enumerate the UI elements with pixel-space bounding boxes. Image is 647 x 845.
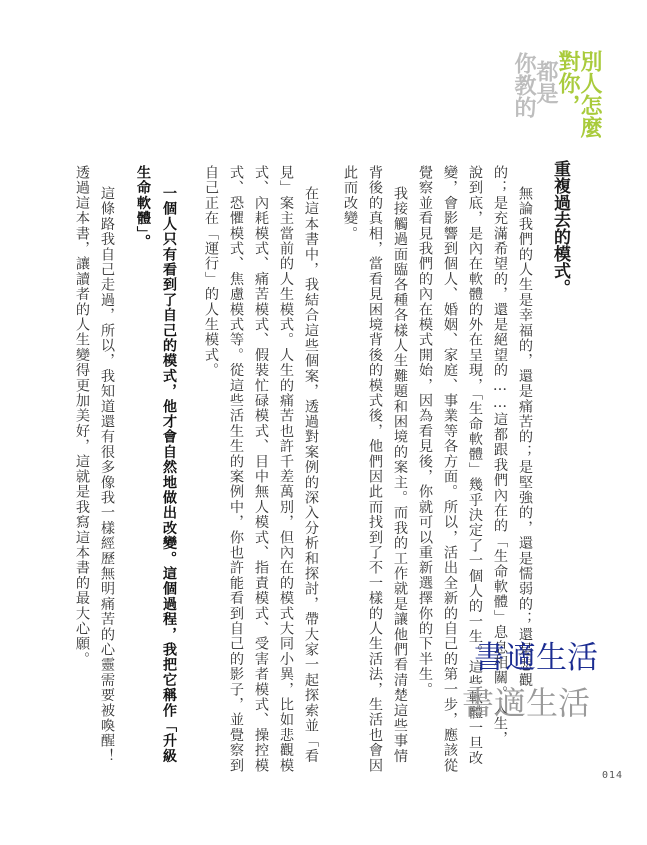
body-line: 式、恐懼模式、焦慮模式等。從這些活生生的案例中，你也許能看到自己的影子，並覺察到: [228, 165, 244, 773]
body-line: 這條路我自己走過，所以，我知道還有很多像我一樣經歷無明痛苦的心靈需要被喚醒！: [99, 186, 115, 764]
section-title: 重複過去的模式。: [550, 160, 570, 296]
body-line: 變，會影響到個人、婚姻、家庭、事業等各方面。所以，活出全新的自己的第一步，應該從: [442, 165, 458, 773]
body-line: 我接觸過面臨各種各樣人生難題和困境的案主。而我的工作就是讓他們看清楚這些事情: [392, 186, 408, 764]
body-line: 覺察並看見我們的內在模式開始，因為看見後，你就可以重新選擇你的下半生。: [417, 165, 433, 697]
header-line-4: 你教的: [511, 52, 536, 118]
watermark-blue: 書適生活: [474, 640, 598, 676]
body-line: 透過這本書，讓讀者的人生變得更加美好，這就是我寫這本書的最大心願。: [74, 165, 90, 667]
header-line-1: 別人怎麼: [577, 50, 602, 138]
body-line: 此而改變。: [342, 165, 358, 241]
body-line: 背後的真相，當看見困境背後的模式後，他們因此而找到了不一樣的人生活法，生活也會因: [367, 165, 383, 773]
header-line-3: 都是: [533, 60, 558, 104]
body-line: 說到底，是內在軟體的外在呈現，「生命軟體」幾乎決定了一個人的一生。這些軟體一旦改: [467, 165, 483, 766]
body-line: 的；是充滿希望的，還是絕望的……這都跟我們內在的「生命軟體」息息相關。人生，: [492, 165, 508, 747]
page-number: 014: [602, 770, 624, 781]
header-line-2: 對你，: [555, 50, 580, 116]
watermark-grey: 書適生活: [462, 684, 591, 722]
emphasis-line: 一個人只有看到了自己的模式，他才會自然地做出改變。這個過程，我把它稱作「升級: [161, 186, 177, 764]
body-line: 在這本書中，我結合這些個案，透過對案例的深入分析和探討，帶大家一起探索並「看: [303, 186, 319, 764]
body-line: 無論我們的人生是幸福的，還是痛苦的；是堅強的，還是懦弱的；還是悲觀: [517, 186, 533, 688]
body-line: 見」案主當前的人生模式。人生的痛苦也許千差萬別，但內在的模式大同小異，比如悲觀模: [278, 165, 294, 773]
emphasis-line: 生命軟體」。: [135, 165, 151, 250]
body-line: 式、內耗模式、痛苦模式、假裝忙碌模式、目中無人模式、指責模式、受害者模式、操控模: [253, 165, 269, 773]
body-line: 自己正在「運行」的人生模式。: [203, 165, 219, 378]
